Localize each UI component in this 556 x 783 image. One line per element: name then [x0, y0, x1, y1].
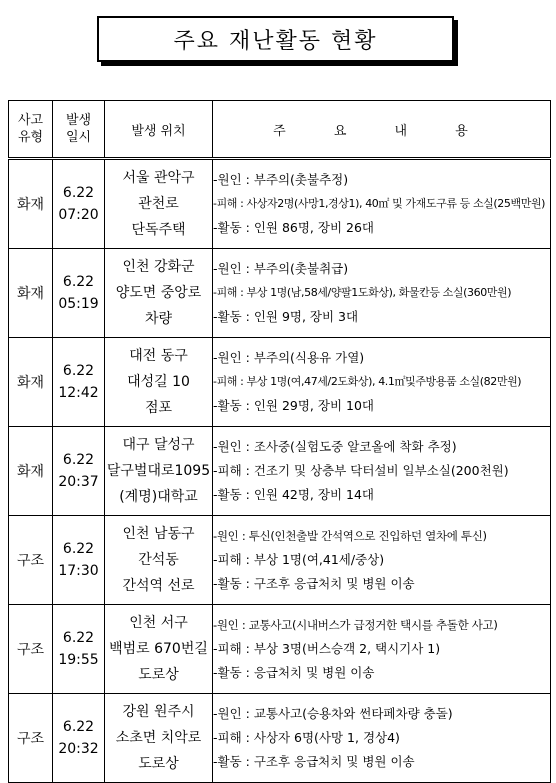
cause-line: -원인 : 부주의(촛불추정)	[213, 172, 349, 187]
table-header-row	[9, 101, 551, 159]
disaster-activity-table	[8, 100, 551, 783]
incident-location: 대전 동구 대성길 10 점포	[105, 338, 213, 427]
incident-details	[213, 694, 551, 783]
incident-location: 인천 남동구 간석동 간석역 선로	[105, 516, 213, 605]
table-row	[9, 159, 551, 249]
damage-line: -피해 : 부상 1명(남,58세/양팔1도화상), 화물칸등 소실(360만원)	[213, 286, 512, 299]
incident-details	[213, 338, 551, 427]
table-row	[9, 605, 551, 694]
damage-line: -피해 : 부상 1명(여,47세/2도화상), 4.1㎡및주방용품 소실(82만원)	[213, 375, 522, 388]
cause-line: -원인 : 투신(인천출발 간석역으로 진입하던 열차에 투신)	[213, 529, 487, 543]
incident-type: 화재	[9, 338, 53, 427]
header-date: 발생 일시	[53, 101, 105, 159]
incident-datetime: 6.22 17:30	[53, 516, 105, 605]
incident-type: 구조	[9, 694, 53, 783]
damage-line: -피해 : 사상자2명(사망1,경상1), 40㎡ 및 가재도구류 등 소실(25백만원)	[213, 197, 546, 210]
incident-location: 대구 달성구 달구벌대로1095 (계명)대학교	[105, 427, 213, 516]
cause-line: -원인 : 부주의(촛불취급)	[213, 261, 349, 276]
incident-datetime: 6.22 12:42	[53, 338, 105, 427]
cause-line: -원인 : 교통사고(승용차와 썬타페차량 충돌)	[213, 706, 453, 721]
table-row	[9, 427, 551, 516]
incident-datetime: 6.22 20:32	[53, 694, 105, 783]
incident-type: 구조	[9, 605, 53, 694]
incident-type: 구조	[9, 516, 53, 605]
incident-location: 서울 관악구 관천로 단독주택	[105, 159, 213, 249]
damage-line: -피해 : 건조기 및 상층부 닥터설비 일부소실(200천원)	[213, 463, 509, 478]
title-box	[97, 16, 454, 62]
activity-line: -활동 : 인원 29명, 장비 10대	[213, 398, 374, 413]
table-row	[9, 516, 551, 605]
activity-line: -활동 : 구조후 응급처치 및 병원 이송	[213, 576, 415, 591]
incident-type: 화재	[9, 159, 53, 249]
incident-details	[213, 249, 551, 338]
incident-type: 화재	[9, 249, 53, 338]
cause-line: -원인 : 교통사고(시내버스가 급정거한 택시를 추돌한 사고)	[213, 618, 498, 632]
incident-details	[213, 159, 551, 249]
incident-location: 인천 강화군 양도면 중앙로 차량	[105, 249, 213, 338]
activity-line: -활동 : 인원 42명, 장비 14대	[213, 487, 374, 502]
table-row	[9, 249, 551, 338]
table-row	[9, 338, 551, 427]
activity-line: -활동 : 응급처치 및 병원 이송	[213, 665, 375, 680]
incident-location: 강원 원주시 소초면 치악로 도로상	[105, 694, 213, 783]
incident-datetime: 6.22 20:37	[53, 427, 105, 516]
incident-type: 화재	[9, 427, 53, 516]
table-row	[9, 694, 551, 783]
damage-line: -피해 : 부상 1명(여,41세/중상)	[213, 552, 385, 567]
activity-line: -활동 : 인원 86명, 장비 26대	[213, 220, 374, 235]
cause-line: -원인 : 조사중(실험도중 알코올에 착화 추정)	[213, 439, 457, 454]
activity-line: -활동 : 구조후 응급처치 및 병원 이송	[213, 754, 415, 769]
cause-line: -원인 : 부주의(식용유 가열)	[213, 350, 365, 365]
incident-datetime: 6.22 05:19	[53, 249, 105, 338]
header-location: 발생 위치	[105, 101, 213, 159]
incident-details	[213, 516, 551, 605]
header-type: 사고 유형	[9, 101, 53, 159]
incident-datetime: 6.22 19:55	[53, 605, 105, 694]
damage-line: -피해 : 사상자 6명(사망 1, 경상4)	[213, 730, 400, 745]
document-title: 주요 재난활동 현황	[173, 28, 378, 54]
damage-line: -피해 : 부상 3명(버스승객 2, 택시기사 1)	[213, 641, 441, 656]
header-content: 주 요 내 용	[213, 101, 551, 159]
incident-details	[213, 605, 551, 694]
incident-location: 인천 서구 백범로 670번길 도로상	[105, 605, 213, 694]
incident-datetime: 6.22 07:20	[53, 159, 105, 249]
activity-line: -활동 : 인원 9명, 장비 3대	[213, 309, 359, 324]
incident-details	[213, 427, 551, 516]
